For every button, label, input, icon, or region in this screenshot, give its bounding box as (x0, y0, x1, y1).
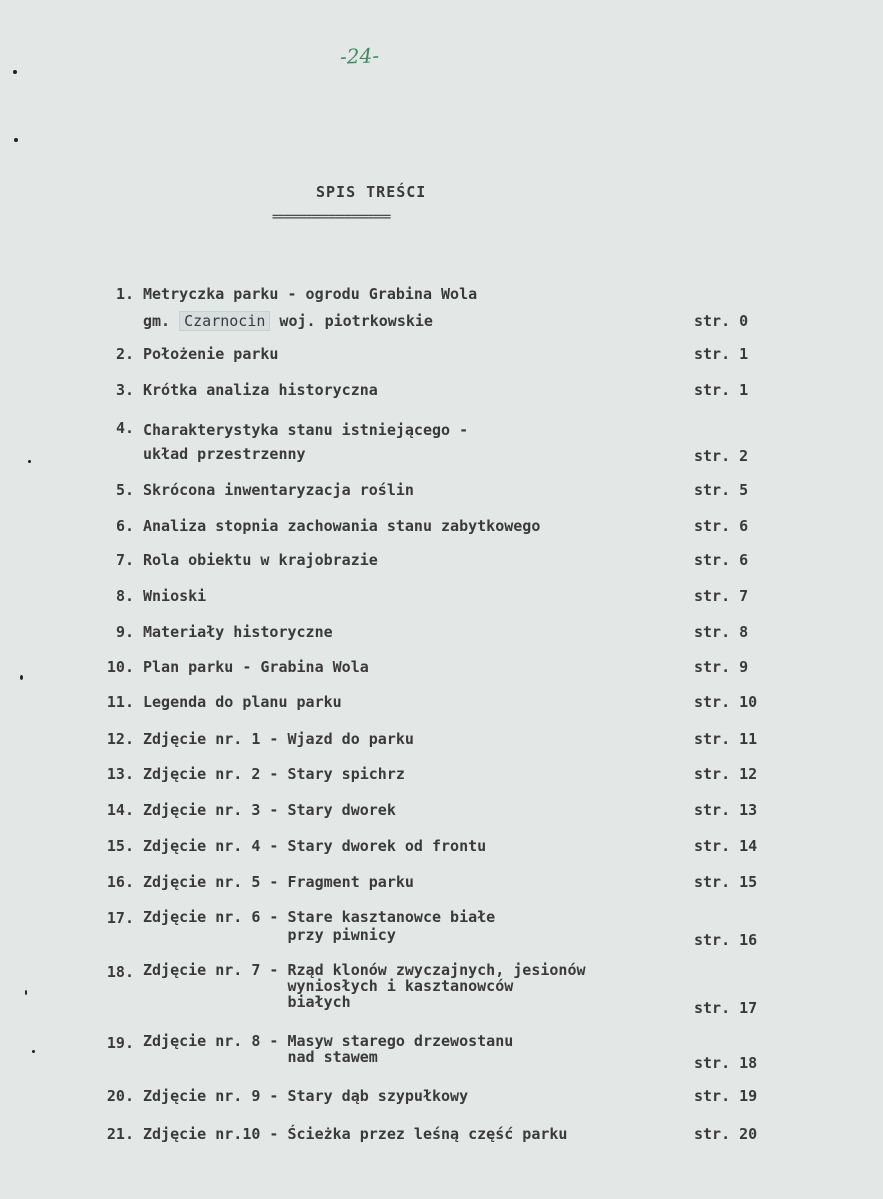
gmina-stamp: Czarnocin (179, 311, 270, 331)
toc-entry-title (143, 284, 477, 304)
toc-entry-line: Krótka analiza historyczna (143, 381, 378, 399)
scan-speck (25, 990, 27, 995)
toc-entry-page: str. 1 (694, 381, 749, 399)
toc-entry-line: Plan parku - Grabina Wola (143, 658, 369, 676)
scan-speck (32, 1050, 35, 1053)
toc-entry-title (143, 480, 414, 500)
toc-entry-line: Zdjęcie nr. 4 - Stary dworek od frontu (143, 837, 487, 855)
toc-entry-number: 10. (106, 658, 134, 676)
toc-entry-line: wyniosłych i kasztanowców (143, 977, 514, 995)
toc-entry-title (143, 657, 369, 677)
toc-entry-number: 20. (106, 1087, 134, 1105)
toc-entry-title (143, 908, 495, 944)
toc-entry-page: str. 9 (694, 658, 749, 676)
toc-entry-number: 15. (106, 837, 134, 855)
toc-entry-number: 21. (106, 1125, 134, 1143)
toc-entry-title (143, 1124, 567, 1144)
toc-entry-line: Analiza stopnia zachowania stanu zabytkowego (143, 517, 541, 535)
toc-entry-page: str. 12 (694, 765, 758, 783)
toc-entry-line: Wnioski (143, 587, 207, 605)
toc-entry-page: str. 13 (694, 801, 758, 819)
toc-entry-title (143, 692, 342, 712)
toc-entry-page: str. 8 (694, 623, 749, 641)
toc-entry-number: 11. (106, 693, 134, 711)
toc-entry-number: 5. (115, 481, 134, 499)
toc-entry-page: str. 17 (694, 999, 758, 1017)
toc-entry-title (143, 622, 333, 642)
scan-speck (28, 460, 31, 463)
toc-entry-line: przy piwnicy (143, 926, 396, 944)
page-number-note: -24- (339, 43, 380, 69)
toc-entry-line: nad stawem (143, 1048, 378, 1066)
toc-entry-page: str. 20 (694, 1125, 758, 1143)
toc-entry-title (143, 550, 378, 570)
toc-entry-line: białych (143, 993, 351, 1011)
toc-entry-title (143, 1086, 468, 1106)
toc-entry-number: 16. (106, 873, 134, 891)
toc-entry-number: 18. (106, 963, 134, 981)
title-underline: ===================== (272, 210, 391, 223)
toc-entry-line: Charakterystyka stanu istniejącego - (143, 421, 469, 439)
toc-entry-page: str. 1 (694, 345, 749, 363)
toc-entry-number: 19. (106, 1034, 134, 1052)
toc-entry-page: str. 15 (694, 873, 758, 891)
toc-entry-line: Materiały historyczne (143, 623, 333, 641)
toc-entry-title (143, 729, 414, 749)
toc-entry-page: str. 2 (694, 447, 749, 465)
toc-entry-number: 3. (115, 381, 134, 399)
toc-entry-page: str. 6 (694, 551, 749, 569)
toc-entry-page: str. 16 (694, 931, 758, 949)
toc-entry-line: Metryczka parku - ogrodu Grabina Wola (143, 285, 478, 303)
scan-speck (14, 138, 18, 142)
toc-entry-line: Rola obiektu w krajobrazie (143, 551, 378, 569)
toc-entry-line: Skrócona inwentaryzacja roślin (143, 481, 414, 499)
toc-entry-title (143, 516, 540, 536)
toc-entry-line: Położenie parku (143, 345, 279, 363)
toc-entry-line: Zdjęcie nr. 2 - Stary spichrz (143, 765, 405, 783)
toc-entry-line: Zdjęcie nr. 8 - Masyw starego drzewostanu (143, 1032, 514, 1050)
toc-entry-title (143, 962, 586, 1010)
toc-entry-page: str. 5 (694, 481, 749, 499)
toc-entry-title (143, 344, 278, 364)
toc-entry-line: woj. piotrkowskie (270, 312, 433, 330)
toc-entry-number: 6. (115, 517, 134, 535)
toc-entry-title (143, 311, 433, 331)
toc-entry-line: Zdjęcie nr. 3 - Stary dworek (143, 801, 396, 819)
toc-entry-line: układ przestrzenny (143, 445, 306, 463)
toc-entry-page: str. 6 (694, 517, 749, 535)
toc-entry-number: 1. (115, 285, 134, 303)
toc-entry-line: Zdjęcie nr. 9 - Stary dąb szypułkowy (143, 1087, 469, 1105)
toc-entry-line: Legenda do planu parku (143, 693, 342, 711)
toc-entry-page: str. 10 (694, 693, 758, 711)
toc-entry-title (143, 836, 486, 856)
toc-entry-line: Zdjęcie nr. 6 - Stare kasztanowce białe (143, 908, 496, 926)
toc-entry-number: 9. (115, 623, 134, 641)
toc-entry-number: 7. (115, 551, 134, 569)
toc-entry-number: 13. (106, 765, 134, 783)
page-title: SPIS TREŚCI (316, 183, 427, 201)
toc-entry-page: str. 11 (694, 730, 758, 748)
toc-entry-title (143, 872, 414, 892)
toc-entry-number: 4. (115, 419, 134, 437)
toc-entry-title (143, 764, 405, 784)
toc-entry-number: 17. (106, 909, 134, 927)
toc-entry-line: Zdjęcie nr. 5 - Fragment parku (143, 873, 414, 891)
toc-entry-page: str. 19 (694, 1087, 758, 1105)
scan-speck (20, 675, 23, 680)
toc-entry-title (143, 418, 468, 466)
scan-speck (13, 70, 17, 74)
toc-entry-line: Zdjęcie nr. 1 - Wjazd do parku (143, 730, 414, 748)
toc-entry-number: 2. (115, 345, 134, 363)
toc-entry-line: Zdjęcie nr.10 - Ścieżka przez leśną część parku (143, 1125, 568, 1143)
toc-entry-line: Zdjęcie nr. 7 - Rząd klonów zwyczajnych, jesionów (143, 961, 586, 979)
toc-entry-title (143, 586, 206, 606)
toc-entry-title (143, 380, 378, 400)
toc-entry-number: 12. (106, 730, 134, 748)
toc-entry-number: 8. (115, 587, 134, 605)
toc-entry-page: str. 0 (694, 312, 749, 330)
toc-entry-page: str. 7 (694, 587, 749, 605)
toc-entry-page: str. 14 (694, 837, 758, 855)
toc-entry-title (143, 800, 396, 820)
toc-entry-page: str. 18 (694, 1054, 758, 1072)
toc-entry-number: 14. (106, 801, 134, 819)
toc-entry-title (143, 1033, 513, 1065)
gmina-prefix: gm. (143, 312, 180, 330)
